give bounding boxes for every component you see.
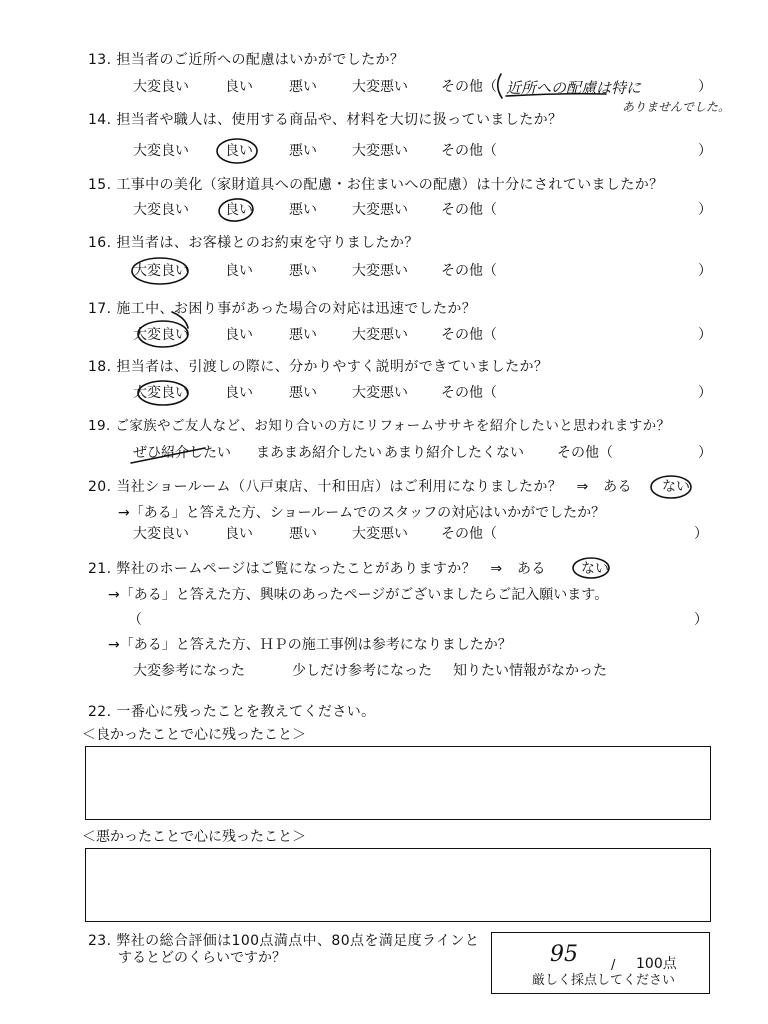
q13-comment-open-paren	[498, 74, 502, 98]
q22-bad-label: ＜悪かったことで心に残ったこと＞	[82, 829, 306, 845]
q13-handwritten-comment-line1: 近所への配慮は特に	[506, 79, 642, 97]
q19-option-not-really[interactable]: あまり紹介したくない	[384, 445, 524, 461]
q20-option-no[interactable]: ない	[662, 479, 690, 495]
q13-question: 13. 担当者のご近所への配慮はいかがでしたか？	[88, 52, 405, 68]
q15-close-paren: ）	[698, 202, 712, 218]
q17-option-very-bad[interactable]: 大変悪い	[352, 327, 408, 343]
q14-option-bad[interactable]: 悪い	[289, 143, 317, 159]
q17-close-paren: ）	[698, 327, 712, 343]
q21-option-no[interactable]: ない	[581, 561, 609, 577]
q23-question-line2: するとどのくらいですか？	[118, 950, 286, 966]
q15-option-bad[interactable]: 悪い	[289, 202, 317, 218]
q20-option-other[interactable]: その他（	[441, 526, 497, 542]
q16-option-very-bad[interactable]: 大変悪い	[352, 263, 408, 279]
q19-question: 19. ご家族やご友人など、お知り合いの方にリフォームササキを紹介したいと思われますか？	[88, 418, 671, 434]
q22-question: 22. 一番心に残ったことを教えてください。	[88, 704, 376, 720]
q18-option-very-bad[interactable]: 大変悪い	[352, 385, 408, 401]
q23-note: 厳しく採点してください	[532, 973, 676, 988]
q21-close-paren: ）	[694, 612, 708, 628]
q16-option-very-good[interactable]: 大変良い	[133, 263, 189, 279]
q13-option-very-good[interactable]: 大変良い	[133, 79, 189, 95]
q13-close-paren: ）	[698, 79, 712, 95]
q21-sub-question-2: →「ある」と答えた方、ＨＰの施工事例は参考になりましたか？	[108, 637, 512, 653]
q19-close-paren: ）	[698, 445, 712, 461]
q21-question: 21. 弊社のホームページはご覧になったことがありますか？ ⇒ ある	[88, 561, 546, 577]
q16-close-paren: ）	[698, 263, 712, 279]
q14-close-paren: ）	[698, 143, 712, 159]
q20-option-very-bad[interactable]: 大変悪い	[352, 526, 408, 542]
q15-option-very-good[interactable]: 大変良い	[133, 202, 189, 218]
q15-question: 15. 工事中の美化（家財道具への配慮・お住まいへの配慮）は十分にされていましたか？	[88, 177, 664, 193]
q18-option-very-good[interactable]: 大変良い	[133, 385, 189, 401]
q16-option-bad[interactable]: 悪い	[289, 263, 317, 279]
q20-option-very-good[interactable]: 大変良い	[133, 526, 189, 542]
q22-good-label: ＜良かったことで心に残ったこと＞	[82, 727, 306, 743]
q22-good-answer-box[interactable]	[85, 746, 711, 820]
q21-option-very-helpful[interactable]: 大変参考になった	[133, 663, 245, 679]
q19-option-other[interactable]: その他（	[557, 445, 613, 461]
q17-option-other[interactable]: その他（	[441, 327, 497, 343]
q18-question: 18. 担当者は、引渡しの際に、分かりやすく説明ができていましたか？	[88, 359, 549, 375]
q21-option-no-info[interactable]: 知りたい情報がなかった	[453, 663, 607, 679]
q18-close-paren: ）	[698, 385, 712, 401]
q13-option-bad[interactable]: 悪い	[289, 79, 317, 95]
q19-option-somewhat[interactable]: まあまあ紹介したい	[256, 445, 382, 461]
q17-option-very-good[interactable]: 大変良い	[133, 327, 189, 343]
q17-option-good[interactable]: 良い	[225, 327, 253, 343]
q23-score-slash: /	[611, 958, 616, 973]
q17-option-bad[interactable]: 悪い	[289, 327, 317, 343]
q16-option-other[interactable]: その他（	[441, 263, 497, 279]
q15-option-other[interactable]: その他（	[441, 202, 497, 218]
q16-question: 16. 担当者は、お客様とのお約束を守りましたか？	[88, 235, 419, 251]
q23-handwritten-score: 95	[550, 942, 578, 967]
q23-max-score: 100点	[636, 956, 677, 972]
q14-option-very-good[interactable]: 大変良い	[133, 143, 189, 159]
q13-option-good[interactable]: 良い	[225, 79, 253, 95]
q18-option-other[interactable]: その他（	[441, 385, 497, 401]
q14-option-other[interactable]: その他（	[441, 143, 497, 159]
q22-bad-answer-box[interactable]	[85, 848, 711, 922]
q15-option-good[interactable]: 良い	[225, 202, 253, 218]
q21-sub-question-1: →「ある」と答えた方、興味のあったページがございましたらご記入願います。	[108, 587, 609, 603]
q20-option-bad[interactable]: 悪い	[289, 526, 317, 542]
q20-option-good[interactable]: 良い	[225, 526, 253, 542]
q15-option-very-bad[interactable]: 大変悪い	[352, 202, 408, 218]
q20-close-paren: ）	[694, 526, 708, 542]
q21-open-paren: （	[128, 612, 142, 628]
q20-sub-question: →「ある」と答えた方、ショールームでのスタッフの対応はいかがでしたか？	[118, 505, 606, 521]
q17-question: 17. 施工中、お困り事があった場合の対応は迅速でしたか？	[88, 301, 477, 317]
q20-question: 20. 当社ショールーム（八戸東店、十和田店）はご利用になりましたか？ ⇒ ある	[88, 479, 632, 495]
q13-option-very-bad[interactable]: 大変悪い	[352, 79, 408, 95]
q14-question: 14. 担当者や職人は、使用する商品や、材料を大切に扱っていましたか？	[88, 112, 563, 128]
q23-question-line1: 23. 弊社の総合評価は100点満点中、80点を満足度ラインと	[88, 933, 480, 949]
q18-option-bad[interactable]: 悪い	[289, 385, 317, 401]
q13-handwritten-comment-line2: ありませんでした。	[622, 100, 731, 114]
q13-option-other[interactable]: その他（	[441, 79, 497, 95]
q21-option-somewhat-helpful[interactable]: 少しだけ参考になった	[292, 663, 432, 679]
q14-option-good[interactable]: 良い	[225, 143, 253, 159]
q19-option-definitely[interactable]: ぜひ紹介したい	[133, 445, 231, 461]
q16-option-good[interactable]: 良い	[225, 263, 253, 279]
q18-option-good[interactable]: 良い	[225, 385, 253, 401]
q14-option-very-bad[interactable]: 大変悪い	[352, 143, 408, 159]
